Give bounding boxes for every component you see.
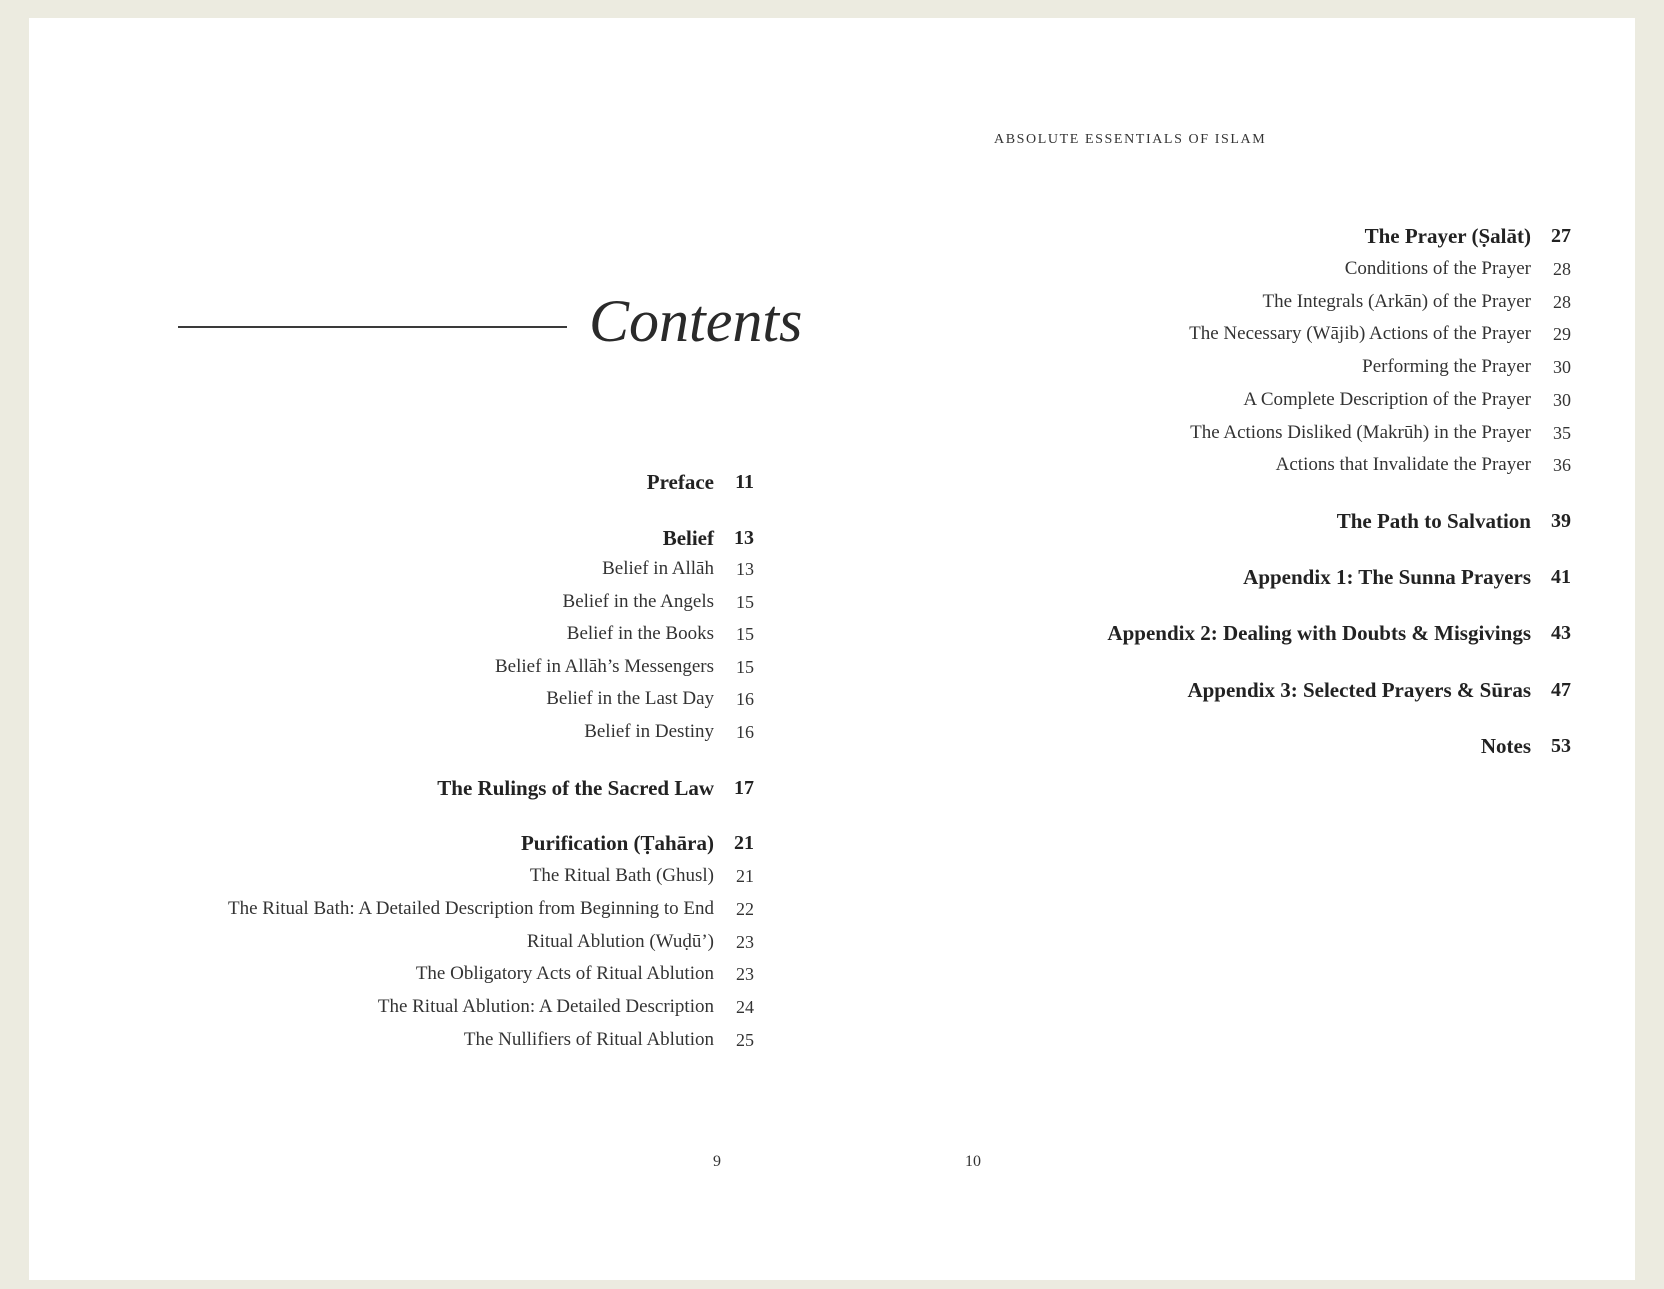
contents-title: Contents — [589, 288, 803, 354]
toc-entry-page: 11 — [735, 471, 754, 493]
page-number-right: 10 — [965, 1153, 981, 1170]
toc-entry-page: 21 — [734, 832, 754, 854]
toc-entry-title: The Obligatory Acts of Ritual Ablution — [415, 963, 714, 984]
toc-entry — [29, 289, 1571, 315]
toc-entry-page: 29 — [1553, 324, 1571, 344]
toc-entry-page: 25 — [736, 1030, 754, 1050]
toc-entry-title: Ritual Ablution (Wuḍū’) — [526, 931, 714, 952]
toc-entry-title: Preface — [646, 470, 714, 494]
toc-entry — [29, 896, 754, 922]
toc-entry — [29, 452, 1571, 478]
toc-entry — [29, 1027, 754, 1053]
toc-entry-page: 21 — [736, 866, 754, 886]
toc-entry-title: The Actions Disliked (Makrūh) in the Prayer — [1190, 422, 1531, 443]
toc-entry — [29, 508, 1571, 534]
toc-entry-page: 16 — [736, 689, 754, 709]
toc-entry — [29, 733, 1571, 759]
toc-entry-page: 15 — [736, 592, 754, 612]
toc-entry-title: Appendix 3: Selected Prayers & Sūras — [1187, 678, 1531, 702]
toc-entry-title: A Complete Description of the Prayer — [1243, 389, 1531, 410]
toc-entry-page: 17 — [734, 777, 754, 799]
toc-entry — [29, 420, 1571, 446]
toc-entry-title: Notes — [1480, 734, 1531, 758]
toc-entry-page: 41 — [1551, 566, 1571, 588]
toc-entry-page: 53 — [1551, 735, 1571, 757]
toc-entry — [29, 620, 1571, 646]
toc-entry — [29, 994, 754, 1020]
toc-entry — [29, 387, 1571, 413]
toc-entry-page: 16 — [736, 722, 754, 742]
toc-entry-title: Belief — [662, 526, 714, 550]
toc-entry-title: Belief in Allāh’s Messengers — [495, 656, 714, 677]
toc-entry-title: Belief in Destiny — [584, 721, 714, 742]
toc-entry-page: 24 — [736, 997, 754, 1017]
toc-entry-title: Performing the Prayer — [1362, 356, 1531, 377]
toc-entry-page: 15 — [736, 657, 754, 677]
toc-entry-page: 28 — [1553, 292, 1571, 312]
toc-entry-title: The Integrals (Arkān) of the Prayer — [1262, 291, 1531, 312]
toc-entry-title: Conditions of the Prayer — [1344, 258, 1531, 279]
toc-entry — [29, 961, 754, 987]
toc-entry-page: 30 — [1553, 390, 1571, 410]
toc-entry-page: 22 — [736, 899, 754, 919]
toc-entry-title: Belief in Allāh — [602, 558, 714, 579]
toc-entry-title: Belief in the Books — [566, 623, 714, 644]
toc-entry-title: The Prayer (Ṣalāt) — [1364, 224, 1531, 248]
toc-entry-page: 43 — [1551, 622, 1571, 644]
toc-entry — [29, 677, 1571, 703]
toc-entry-title: Actions that Invalidate the Prayer — [1275, 454, 1531, 475]
toc-entry — [29, 223, 1571, 249]
toc-entry — [29, 863, 754, 889]
toc-entry-title: Appendix 2: Dealing with Doubts & Misgivings — [1107, 621, 1531, 645]
toc-entry-page: 28 — [1553, 259, 1571, 279]
toc-entry-title: Belief in the Angels — [562, 591, 714, 612]
toc-entry-page: 27 — [1551, 225, 1571, 247]
toc-entry-title: Purification (Ṭahāra) — [520, 831, 714, 855]
toc-entry — [29, 830, 754, 856]
toc-entry — [29, 564, 1571, 590]
toc-entry-title: The Path to Salvation — [1336, 509, 1531, 533]
toc-entry — [29, 775, 754, 801]
toc-entry-page: 23 — [736, 964, 754, 984]
toc-entry — [29, 589, 754, 615]
toc-entry-page: 23 — [736, 932, 754, 952]
toc-entry-title: The Ritual Bath: A Detailed Description from Beginning to End — [227, 898, 714, 919]
running-header: ABSOLUTE ESSENTIALS OF ISLAM — [994, 132, 1267, 147]
toc-entry-page: 13 — [736, 559, 754, 579]
toc-entry-title: The Rulings of the Sacred Law — [437, 776, 714, 800]
toc-entry — [29, 256, 1571, 282]
toc-entry-title: Belief in the Last Day — [546, 688, 714, 709]
toc-entry-page: 47 — [1551, 679, 1571, 701]
book-spread — [29, 18, 1635, 1280]
toc-entry-title: Appendix 1: The Sunna Prayers — [1243, 565, 1531, 589]
toc-entry-title: The Ritual Ablution: A Detailed Description — [377, 996, 714, 1017]
toc-entry-page: 13 — [734, 527, 754, 549]
toc-entry — [29, 321, 1571, 347]
toc-entry — [29, 929, 754, 955]
page-number-left: 9 — [713, 1153, 721, 1170]
toc-entry-page: 30 — [1553, 357, 1571, 377]
toc-entry-page: 35 — [1553, 423, 1571, 443]
toc-entry — [29, 354, 1571, 380]
toc-entry-page: 36 — [1553, 455, 1571, 475]
toc-entry-title: The Nullifiers of Ritual Ablution — [463, 1029, 714, 1050]
toc-entry-title: The Ritual Bath (Ghusl) — [529, 865, 714, 886]
toc-entry-page: 15 — [736, 624, 754, 644]
toc-entry-title: The Necessary (Wājib) Actions of the Prayer — [1189, 323, 1531, 344]
toc-entry-page: 39 — [1551, 510, 1571, 532]
